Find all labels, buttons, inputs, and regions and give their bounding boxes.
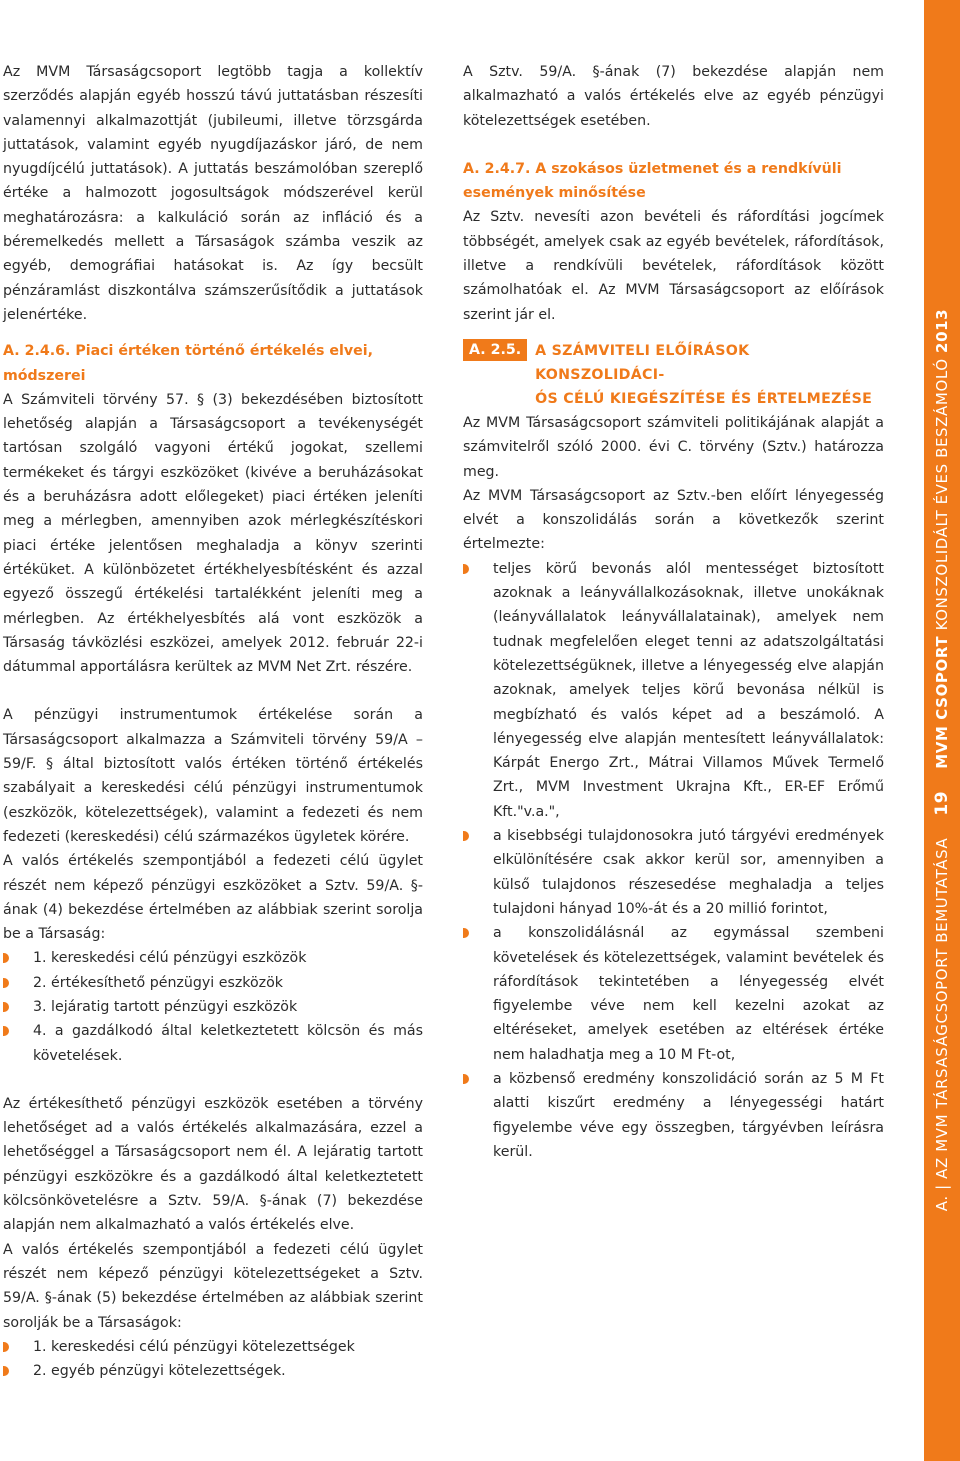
bullet-icon [463, 564, 469, 574]
paragraph-market-valuation: A Számviteli törvény 57. § (3) bekezdésében biztosított lehetőség alapján a Társaságcsoport a tevékenységét tartósan szolgáló vagyoni értékű jogokat, szellemi termékeket és tárgyi eszközöket (kivéve a beruházásokat és a beruházásra adott előlegeket) piaci értéken jeleníti meg a mérlegben, amennyiben azok mérlegkészítéskori piaci értéke jelentősen meghaladja a könyv szerinti értéküket. A különbözetet értékhelyesbítésként és azzal egyező összegű értékelési tartalékként jeleníti meg a mérlegben. Az értékhelyesbítés alá vont eszközök a Társaság távközlési eszközei, amelyek 2012. február 22-i dátummal apportálásra kerültek az MVM Net Zrt. részére. [3, 391, 423, 676]
materiality-list [463, 557, 884, 1164]
paragraph-financial-instruments: A pénzügyi instrumentumok értékelése során a Társaságcsoport alkalmazza a Számviteli törvény 59/A – 59/F. § által biztosított valós értéken történő értékelés szabályait a kereskedési célú pénzügyi instrumentumok (eszközök, kötelezettségek), valamint a fedezeti és nem fedezeti (kereskedési) célú származékos ügyletek körére. [3, 707, 423, 845]
section-label: A. | AZ MVM TÁRSASÁGCSOPORT BEMUTATÁSA [933, 837, 951, 1212]
bullet-icon [463, 928, 469, 938]
page-sidebar [924, 0, 960, 1461]
list-item: 1. kereskedési célú pénzügyi eszközök [3, 946, 423, 970]
chapter-heading-2-5 [463, 339, 884, 411]
bullet-icon [3, 953, 9, 963]
bullet-icon [3, 978, 9, 988]
spacer [463, 133, 884, 157]
heading-number: A. 2.4.7. [463, 160, 531, 177]
bullet-icon [3, 1342, 9, 1352]
bullet-icon [463, 1074, 469, 1084]
liability-list [3, 1335, 423, 1384]
heading-title: A szokásos üzletmenet és a rendkívüli események minősítése [463, 160, 842, 202]
list-item: 1. kereskedési célú pénzügyi kötelezettségek [3, 1335, 423, 1359]
report-year: 2013 [933, 308, 951, 353]
spacer [3, 1068, 423, 1092]
paragraph-employee-benefits: Az MVM Társaságcsoport legtöbb tagja a kollektív szerződés alapján egyéb hosszú távú juttatásban részesíti valamennyi alkalmazottját (jubileumi, illetve törzsgárda juttatások, valamint egyéb nyugdíjazáskor járó, de nem nyugdíjcélú juttatások). A juttatás beszámolóban szereplő értéke a halmozott jogosultságok módszerével kerül meghatározásra: a kalkuláció során az infláció és a béremelkedés mellett a Társaságok számba veszik az egyéb, demográfiai hatásokat is. Az így becsült pénzáramlást diszkontálva számszerűsítődik a juttatások jelenértéke. [3, 64, 423, 323]
spacer [3, 679, 423, 703]
list-item: a kisebbségi tulajdonosokra jutó tárgyévi eredmények elkülönítésére csak akkor kerül sor, amennyiben a külső tulajdonos részesedése meghaladja a teljes tulajdoni hányad 10%-át és a 20 millió forintot, [463, 824, 884, 921]
sidebar-label [932, 309, 952, 1211]
list-item: 4. a gazdálkodó által keletkeztetett kölcsön és más követelések. [3, 1019, 423, 1068]
paragraph-materiality: Az MVM Társaságcsoport az Sztv.-ben előírt lényegesség elvét a konszolidálás során a következők szerint értelmezte: [463, 487, 884, 553]
right-column [463, 60, 884, 1164]
bullet-icon [463, 831, 469, 841]
list-item: 2. egyéb pénzügyi kötelezettségek. [3, 1359, 423, 1383]
paragraph-ordinary-business: Az Sztv. nevesíti azon bevételi és ráfordítási jogcímek többségét, amelyek csak az egyéb bevételek, ráfordítások, illetve a rendkívüli bevételek, ráfordítások között számolhatóak el. Az MVM Társaságcsoport az előírások szerint jár el. [463, 209, 884, 323]
paragraph-available-for-sale: Az értékesíthető pénzügyi eszközök esetében a törvény lehetőséget ad a valós értékelés alkalmazására, ezzel a lehetőséggel a Társaságcsoport nem él. A lejáratig tartott pénzügyi eszközökre és a gazdálkodó által keletkeztetett kölcsönkövetelésre a Sztv. 59/A. §-ának (7) bekezdése alapján nem alkalmazható a valós értékelés elve. [3, 1095, 423, 1234]
paragraph-asset-classification: A valós értékelés szempontjából a fedezeti célú ügylet részét nem képező pénzügyi eszközöket a Sztv. 59/A. §-ának (4) bekezdése értelmében az alábbiak szerint sorolja be a Társaság: [3, 853, 423, 943]
report-brand: MVM CSOPORT [933, 635, 951, 769]
list-item: a közbenső eredmény konszolidáció során az 5 M Ft alatti kiszűrt eredmény a lényegességi határt figyelembe véve egy összegben, tárgyévben leírásra kerül. [463, 1067, 884, 1164]
bullet-icon [3, 1002, 9, 1012]
heading-title: Piaci értéken történő értékelés elvei, módszerei [3, 343, 373, 384]
list-item: 2. értékesíthető pénzügyi eszközök [3, 971, 423, 995]
left-column [3, 60, 423, 1383]
chapter-number-badge: A. 2.5. [463, 339, 527, 361]
list-item: 3. lejáratig tartott pénzügyi eszközök [3, 995, 423, 1019]
spacer [463, 327, 884, 339]
heading-2-4-6 [3, 339, 423, 388]
list-item: a konszolidálásnál az egymással szembeni követelések és kötelezettségek, valamint bevételek és ráfordítások tekintetében a lényegesség elvét figyelembe véve nem kell kezelni azokat az eltéréseket, amelyek esetében az eltérések értéke nem haladhatja meg a 10 M Ft-ot, [463, 921, 884, 1067]
paragraph-liability-classification: A valós értékelés szempontjából a fedezeti célú ügylet részét nem képező pénzügyi kötelezettségeket a Sztv. 59/A. §-ának (5) bekezdése értelmében az alábbiak szerint sorolják be a Társaságok: [3, 1241, 423, 1331]
paragraph-accounting-policy: Az MVM Társaságcsoport számviteli politikájának alapját a számvitelről szóló 2000. évi C. törvény (Sztv.) határozza meg. [463, 414, 884, 480]
page-number: 19 [932, 790, 952, 816]
paragraph-other-liabilities: A Sztv. 59/A. §-ának (7) bekezdése alapján nem alkalmazható a valós értékelés elve az egyéb pénzügyi kötelezettségek esetében. [463, 64, 884, 129]
heading-number: A. 2.4.6. [3, 343, 71, 360]
heading-2-4-7 [463, 157, 884, 206]
chapter-title: A SZÁMVITELI ELŐÍRÁSOK KONSZOLIDÁCI- ÓS CÉLÚ KIEGÉSZÍTÉSE ÉS ÉRTELMEZÉSE [535, 342, 873, 407]
bullet-icon [3, 1366, 9, 1376]
asset-list [3, 946, 423, 1067]
spacer [3, 327, 423, 339]
bullet-icon [3, 1026, 9, 1036]
report-title: KONSZOLIDÁLT ÉVES BESZÁMOLÓ [933, 358, 951, 631]
list-item: teljes körű bevonás alól mentességet biztosított azoknak a leányvállalkozásoknak, illetve unokáknak (leányvállalatok leányvállalatainak), amelyek nem tudnak megfelelően eleget tenni az adatszolgáltatási kötelezettségüknek, illetve a lényegesség elve alapján azoknak, amelyek teljes körű bevonása nélkül is megbízható és valós képet ad a beszámoló. A lényegesség elve alapján mentesített leányvállalatok: Kárpát Energo Zrt., Mátrai Villamos Művek Termelő Zrt., MVM Investment Ukrajna Kft., ER-EF Erőmű Kft."v.a.", [463, 557, 884, 824]
